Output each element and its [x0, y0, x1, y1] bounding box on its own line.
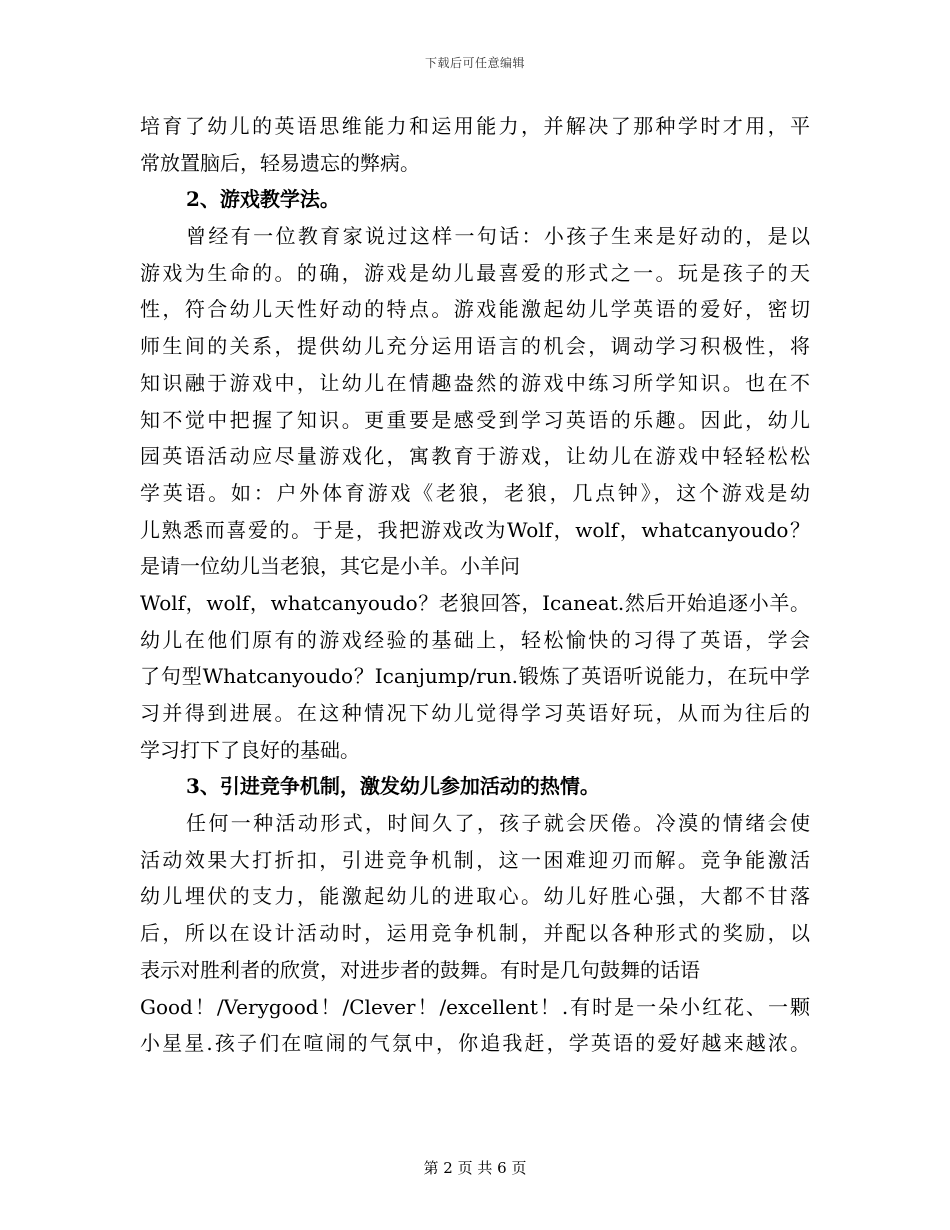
paragraph-line: 学英语。如：户外体育游戏《老狼，老狼，几点钟》，这个游戏是幼: [140, 480, 810, 505]
paragraph-line: 园英语活动应尽量游戏化，寓教育于游戏，让幼儿在游戏中轻轻松松: [140, 444, 810, 469]
paragraph-line: 后，所以在设计活动时，运用竞争机制，并配以各种形式的奖励，以: [140, 921, 810, 946]
paragraph-line: 知不觉中把握了知识。更重要是感受到学习英语的乐趣。因此，幼儿: [140, 407, 810, 432]
section-heading-competition: 3、引进竞争机制，激发幼儿参加活动的热情。: [186, 774, 600, 799]
paragraph-line: 活动效果大打折扣，引进竞争机制，这一困难迎刃而解。竞争能激活: [140, 847, 810, 872]
section-heading-game-teaching: 2、游戏教学法。: [186, 187, 340, 212]
paragraph-line: 幼儿埋伏的支力，能激起幼儿的进取心。幼儿好胜心强，大都不甘落: [140, 884, 810, 909]
paragraph-line: 了句型Whatcanyoudo？Icanjump/run.锻炼了英语听说能力，在玩中学: [140, 664, 810, 689]
page-number-footer: 第 2 页 共 6 页: [423, 1159, 527, 1177]
paragraph-line: 知识融于游戏中，让幼儿在情趣盎然的游戏中练习所学知识。也在不: [140, 370, 810, 395]
paragraph-line: 培育了幼儿的英语思维能力和运用能力，并解决了那种学时才用，平: [140, 114, 810, 138]
paragraph-line: 习并得到进展。在这种情况下幼儿觉得学习英语好玩，从而为往后的: [140, 701, 810, 725]
paragraph-line: 学习打下了良好的基础。: [140, 737, 360, 762]
paragraph-line: 常放置脑后，轻易遗忘的弊病。: [140, 150, 420, 175]
paragraph-line: 小星星.孩子们在喧闹的气氛中，你追我赶，学英语的爱好越来越浓。: [140, 1031, 810, 1056]
paragraph-line: 游戏为生命的。的确，游戏是幼儿最喜爱的形式之一。玩是孩子的天: [140, 260, 810, 285]
paragraph-line: 师生间的关系，提供幼儿充分运用语言的机会，调动学习积极性，将: [140, 334, 810, 359]
paragraph-line: 表示对胜利者的欣赏，对进步者的鼓舞。有时是几句鼓舞的话语: [140, 957, 700, 982]
page-header: 下载后可任意编辑: [424, 56, 525, 70]
paragraph-line: 曾经有一位教育家说过这样一句话：小孩子生来是好动的，是以: [186, 224, 810, 249]
paragraph-line: 是请一位幼儿当老狼，其它是小羊。小羊问: [140, 554, 520, 579]
paragraph-line: Good！/Verygood！/Clever！/excellent！.有时是一朵小红花、一颗: [140, 994, 810, 1019]
paragraph-line: 任何一种活动形式，时间久了，孩子就会厌倦。冷漠的情绪会使: [186, 811, 810, 836]
paragraph-line: 性，符合幼儿天性好动的特点。游戏能激起幼儿学英语的爱好，密切: [140, 297, 810, 322]
paragraph-line: Wolf，wolf，whatcanyoudo？老狼回答，Icaneat.然后开始追逐小羊。: [140, 590, 810, 615]
paragraph-line: 儿熟悉而喜爱的。于是，我把游戏改为Wolf，wolf，whatcanyoudo？: [140, 517, 810, 542]
paragraph-line: 幼儿在他们原有的游戏经验的基础上，轻松愉快的习得了英语，学会: [140, 627, 810, 652]
document-body: [140, 108, 810, 1062]
